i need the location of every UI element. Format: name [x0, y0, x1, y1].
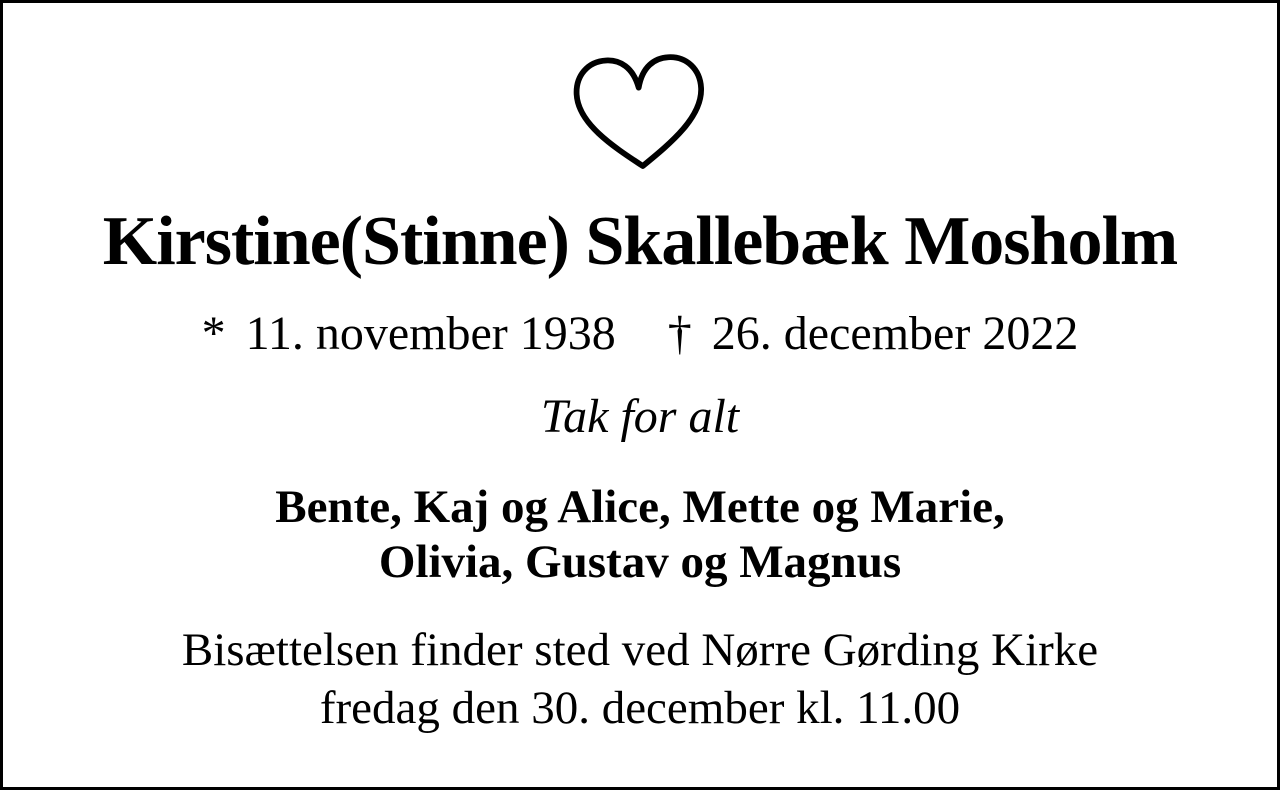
ceremony-time-line: fredag den 30. december kl. 11.00	[319, 682, 961, 735]
birth-symbol: *	[201, 307, 226, 360]
farewell-message: Tak for alt	[540, 389, 740, 443]
death-date: 26. december 2022	[711, 307, 1079, 360]
death-symbol: †	[667, 307, 692, 360]
ceremony-details	[182, 621, 1098, 739]
deceased-name: Kirstine(Stinne) Skallebæk Mosholm	[102, 203, 1178, 280]
birth-date: 11. november 1938	[245, 307, 616, 360]
death-date-group	[668, 308, 1079, 361]
family-names-line-2: Olivia, Gustav og Magnus	[378, 536, 902, 589]
family-names	[275, 480, 1005, 591]
family-names-line-1: Bente, Kaj og Alice, Mette og Marie,	[275, 480, 1005, 533]
heart-icon	[569, 53, 711, 173]
life-dates	[202, 308, 1079, 361]
ceremony-location-line: Bisættelsen finder sted ved Nørre Gørding Kirke	[181, 623, 1099, 676]
birth-date-group	[202, 308, 616, 361]
